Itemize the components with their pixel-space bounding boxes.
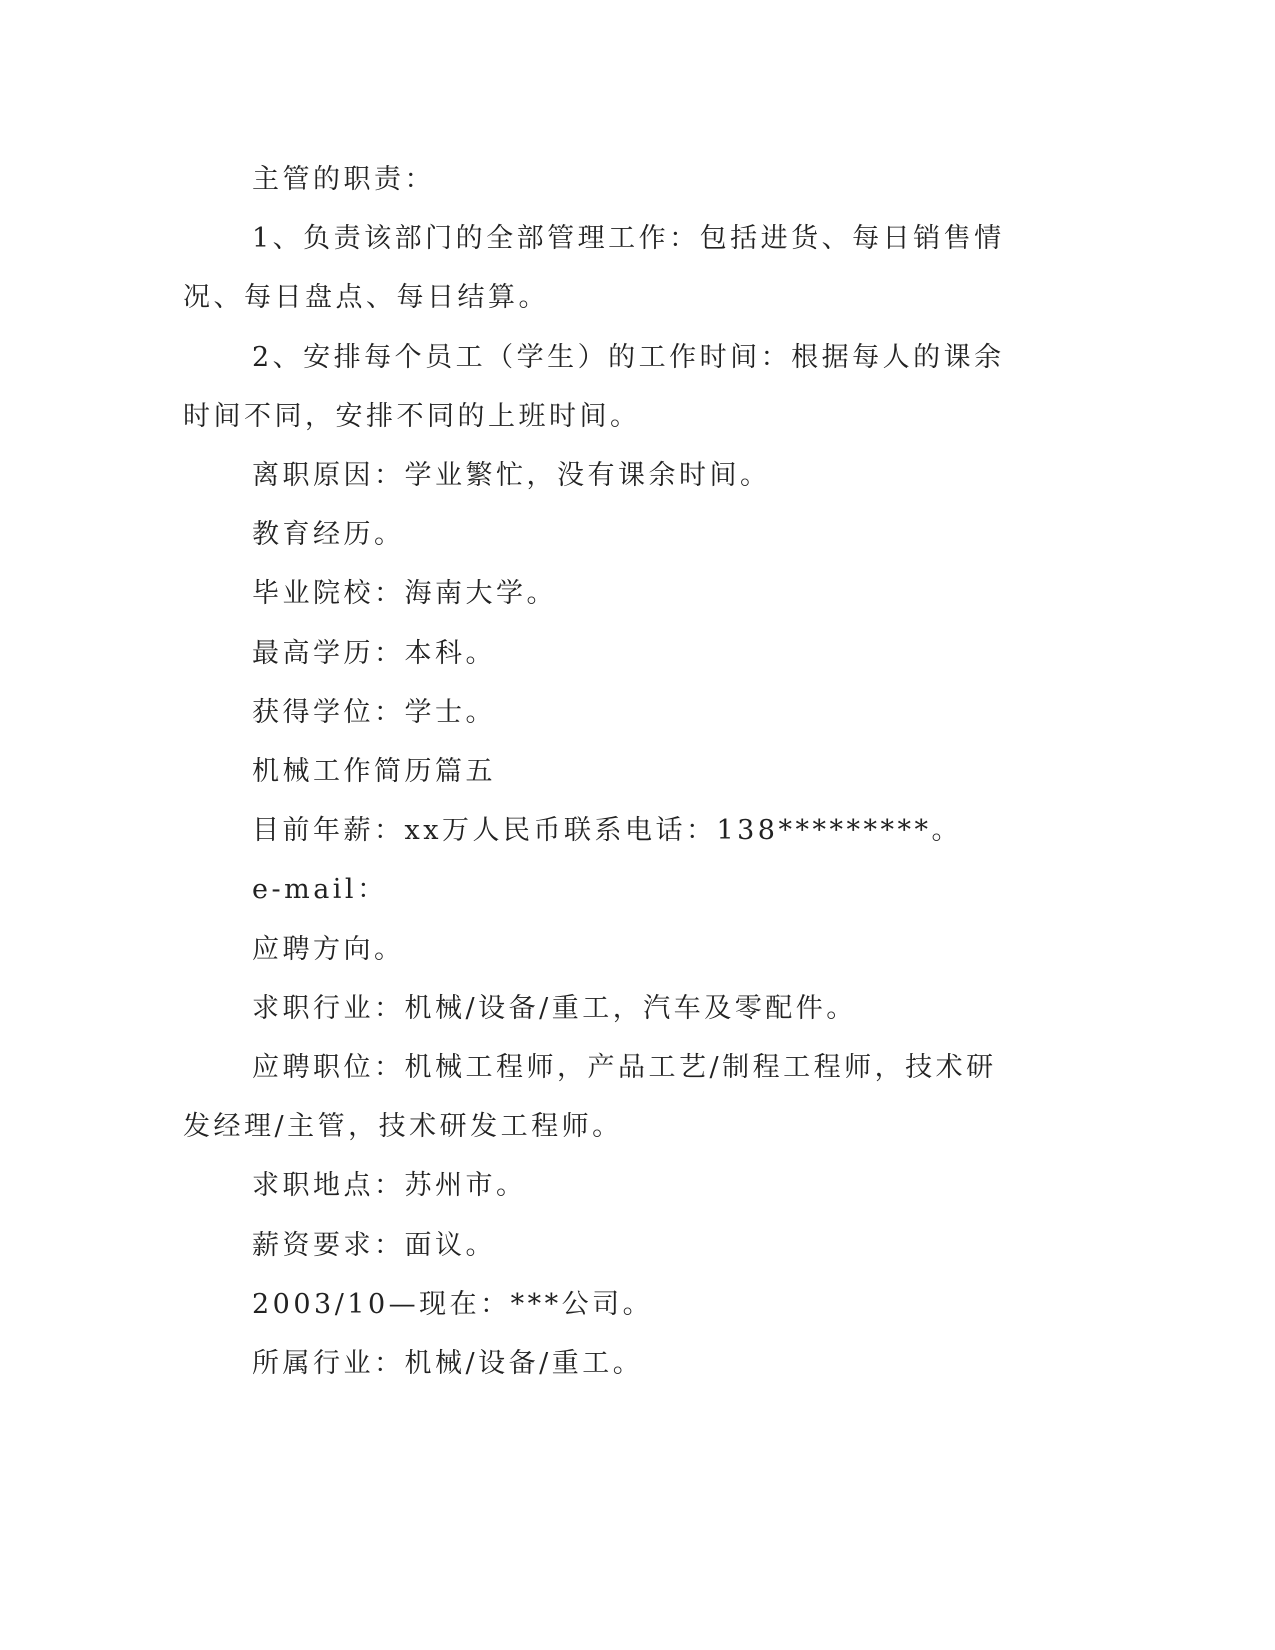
- paragraph-degree: 获得学位：学士。: [252, 696, 496, 728]
- document-body: [183, 150, 1023, 1393]
- paragraph-degree-level: 最高学历：本科。: [252, 637, 496, 669]
- paragraph-employment-period: 2003/10—现在：***公司。: [252, 1288, 654, 1320]
- paragraph-application-heading: 应聘方向。: [252, 933, 405, 965]
- paragraph-heading-duties: 主管的职责：: [252, 164, 435, 195]
- paragraph-duty-2: 2、安排每个员工（学生）的工作时间：根据每人的课余时间不同，安排不同的上班时间。: [183, 341, 1005, 432]
- paragraph-company-industry: 所属行业：机械/设备/重工。: [252, 1348, 644, 1380]
- paragraph-school: 毕业院校：海南大学。: [252, 578, 557, 610]
- paragraph-position: 应聘职位：机械工程师，产品工艺/制程工程师，技术研发经理/主管，技术研发工程师。: [183, 1052, 997, 1143]
- paragraph-salary-phone: 目前年薪：xx万人民币联系电话：138*********。: [252, 815, 962, 847]
- paragraph-industry: 求职行业：机械/设备/重工，汽车及零配件。: [252, 992, 857, 1024]
- paragraph-duty-1: 1、负责该部门的全部管理工作：包括进货、每日销售情况、每日盘点、每日结算。: [183, 223, 1005, 314]
- paragraph-email: e-mail：: [252, 874, 388, 906]
- paragraph-leave-reason: 离职原因：学业繁忙，没有课余时间。: [252, 460, 771, 492]
- paragraph-education-heading: 教育经历。: [252, 519, 405, 551]
- paragraph-location: 求职地点：苏州市。: [252, 1170, 527, 1202]
- paragraph-section-title: 机械工作简历篇五: [252, 756, 496, 788]
- paragraph-salary-requirement: 薪资要求：面议。: [252, 1229, 496, 1261]
